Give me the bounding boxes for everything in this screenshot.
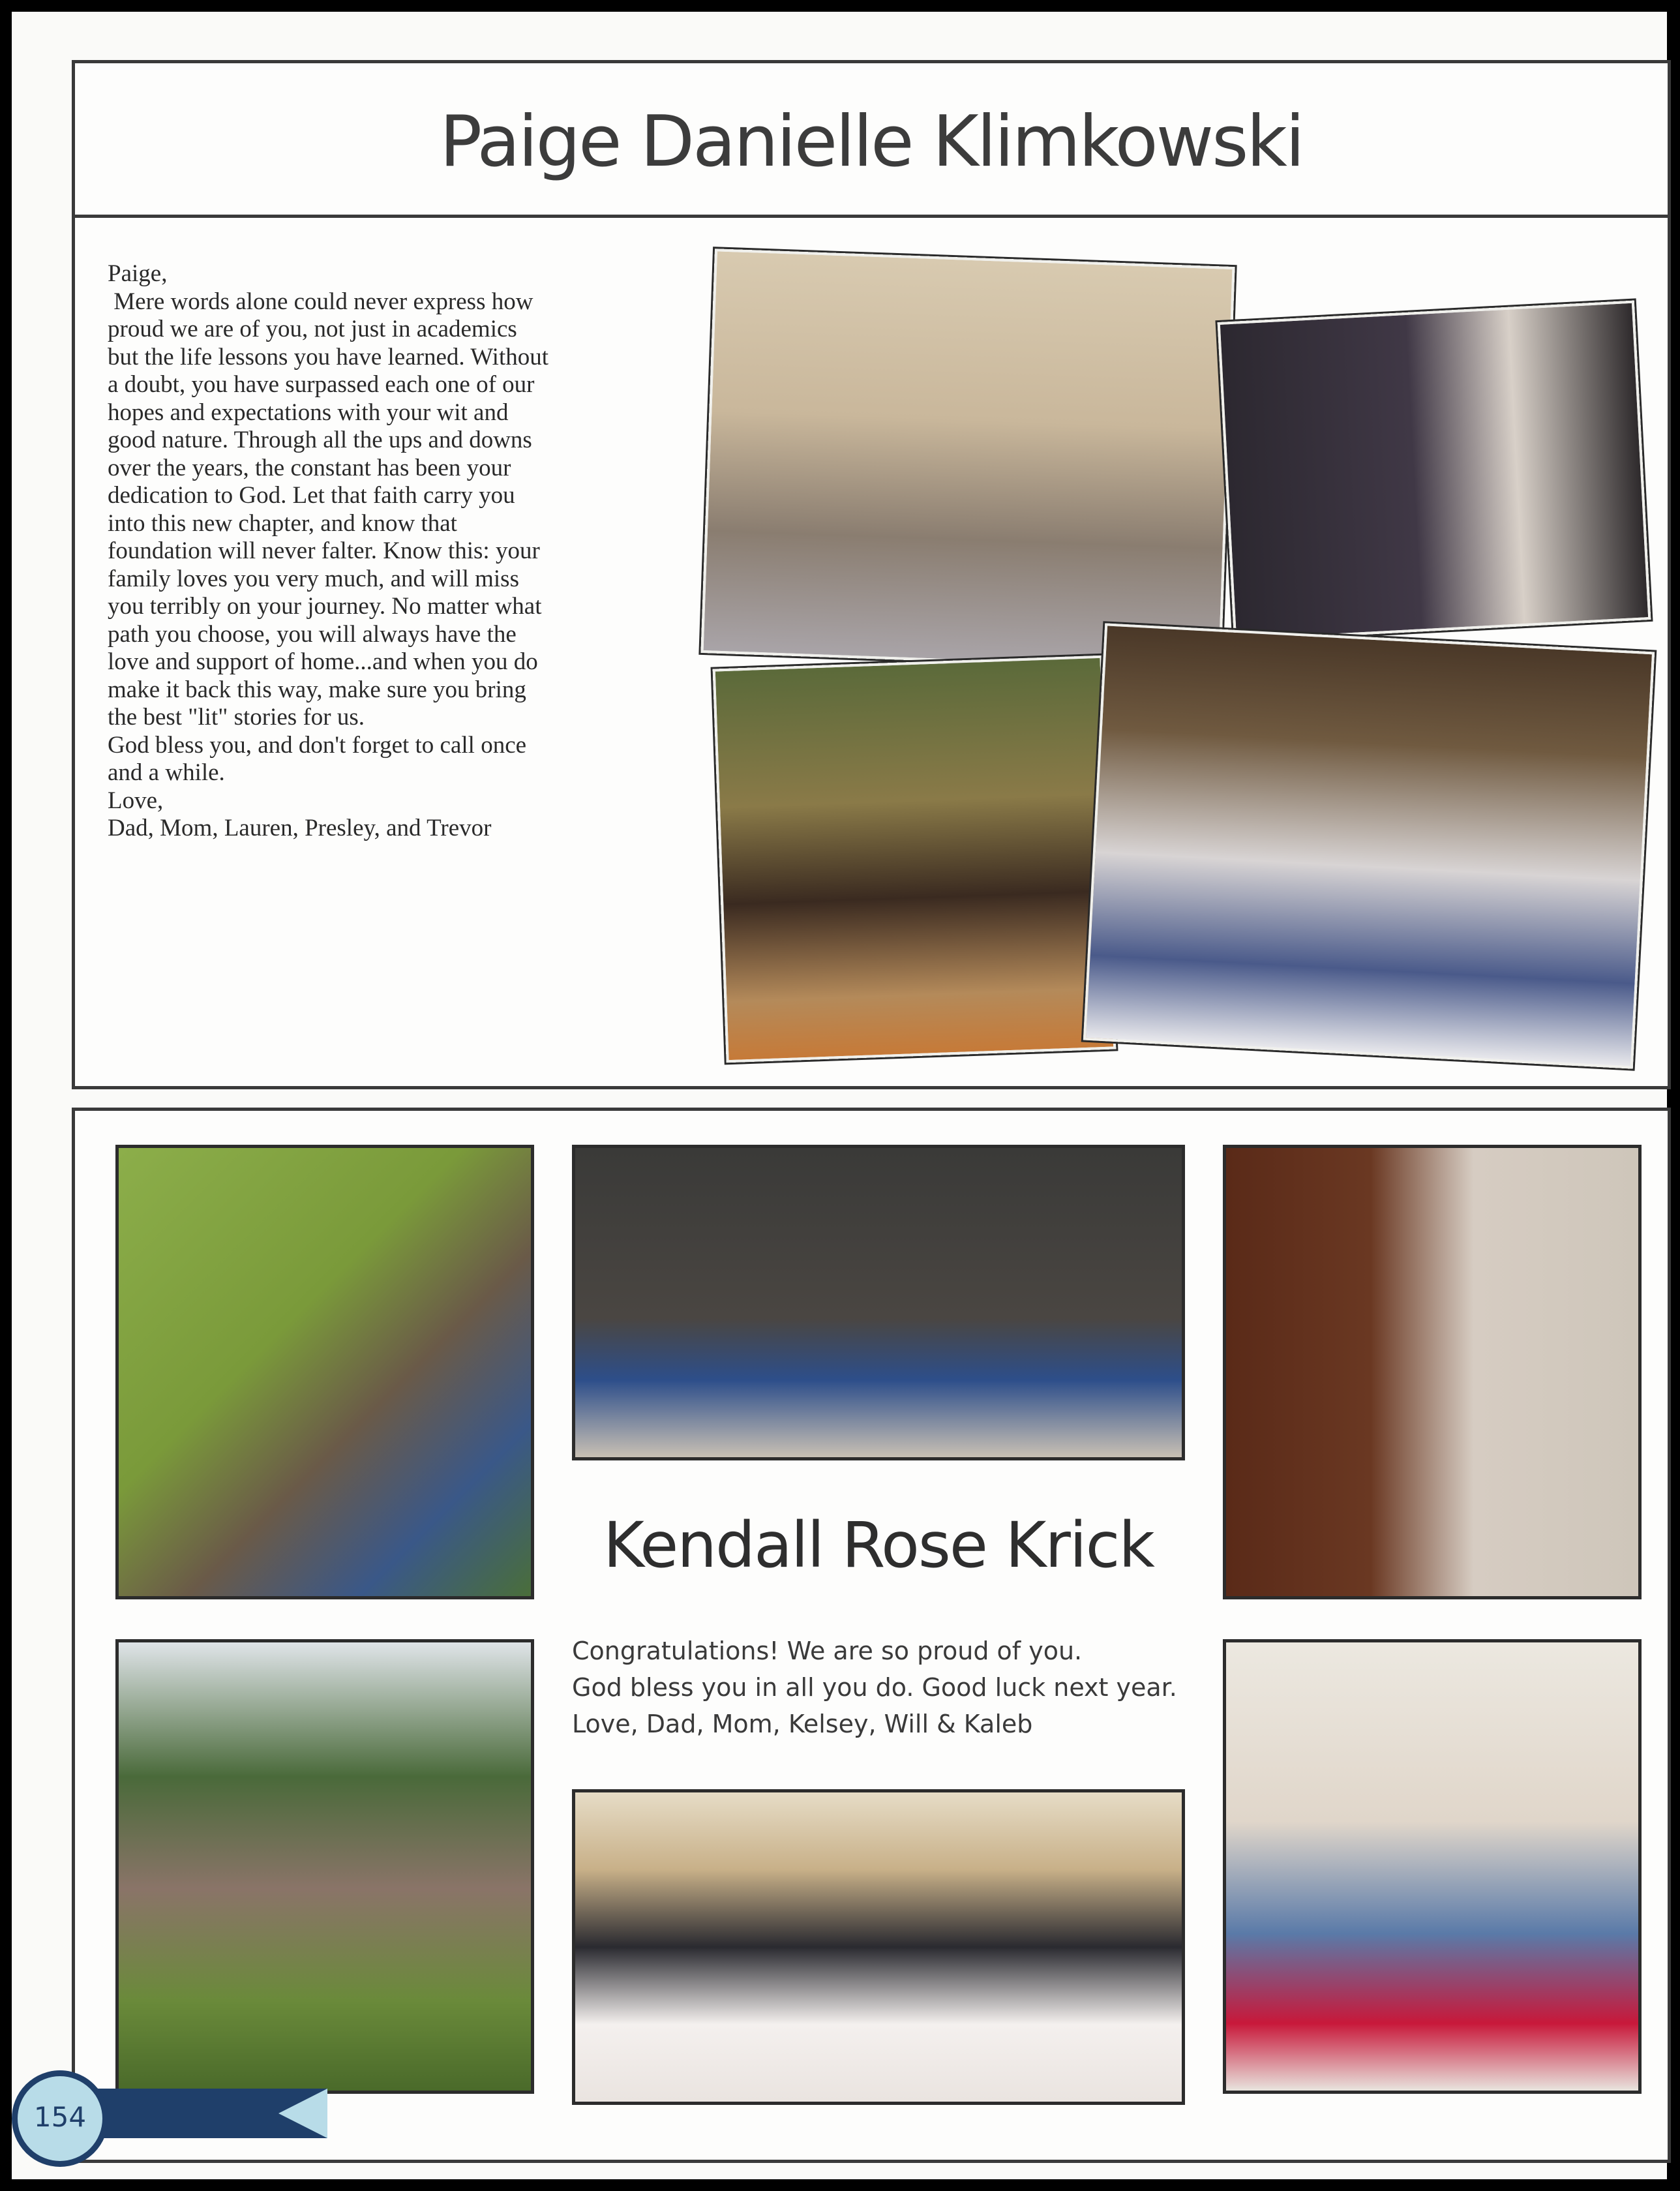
photo-ballgame-family: [1083, 623, 1655, 1068]
photo-senior-under-tree: [115, 1145, 534, 1599]
kendall-message-line: God bless you in all you do. Good luck next year.: [572, 1673, 1177, 1702]
paige-title-bar: [75, 63, 1668, 218]
paige-letter: Paige, Mere words alone could never express how proud we are of you, not just in academics but the life lessons you have learned. Without a doubt, you have surpassed each one of our hopes and expectations with your wit and good nature. Through all the ups and downs over the years, the constant has been your dedication to God. Let that faith carry you into this new chapter, and know that foundation will never falter. Know this: your family loves you very much, and will miss you terribly on your journey. No matter what path you choose, you will always have the love and support of home...and when you do make it back this way, make sure you bring the best "lit" stories for us. God bless you, and don't forget to call once and a while. Love, Dad, Mom, Lauren, Presley, and Trevor: [108, 260, 549, 841]
kendall-message: [572, 1633, 1185, 1742]
kendall-name-title: Kendall Rose Krick: [603, 1509, 1154, 1582]
photo-father-and-toddler: [1218, 301, 1651, 642]
page-number: 154: [33, 2101, 87, 2133]
photo-senior-portrait: [713, 656, 1117, 1063]
kendall-message-line: Congratulations! We are so proud of you.: [572, 1637, 1083, 1665]
photo-toddler-in-sunglasses: [1223, 1145, 1642, 1599]
kendall-message-line: Love, Dad, Mom, Kelsey, Will & Kaleb: [572, 1710, 1033, 1738]
paige-panel: [72, 60, 1671, 1089]
photo-baby-in-blanket: [1223, 1639, 1642, 2094]
yearbook-page: [12, 12, 1667, 2179]
page-number-badge: [12, 2070, 108, 2167]
photo-girl-with-dog: [115, 1639, 534, 2094]
kendall-panel: [72, 1108, 1671, 2163]
page-ribbon-notch: [278, 2089, 327, 2138]
photo-childhood-family: [700, 249, 1235, 671]
photo-wedding-party: [572, 1789, 1185, 2105]
paige-name-title: Paige Danielle Klimkowski: [440, 101, 1303, 183]
photo-toddler-in-hat: [572, 1145, 1185, 1460]
